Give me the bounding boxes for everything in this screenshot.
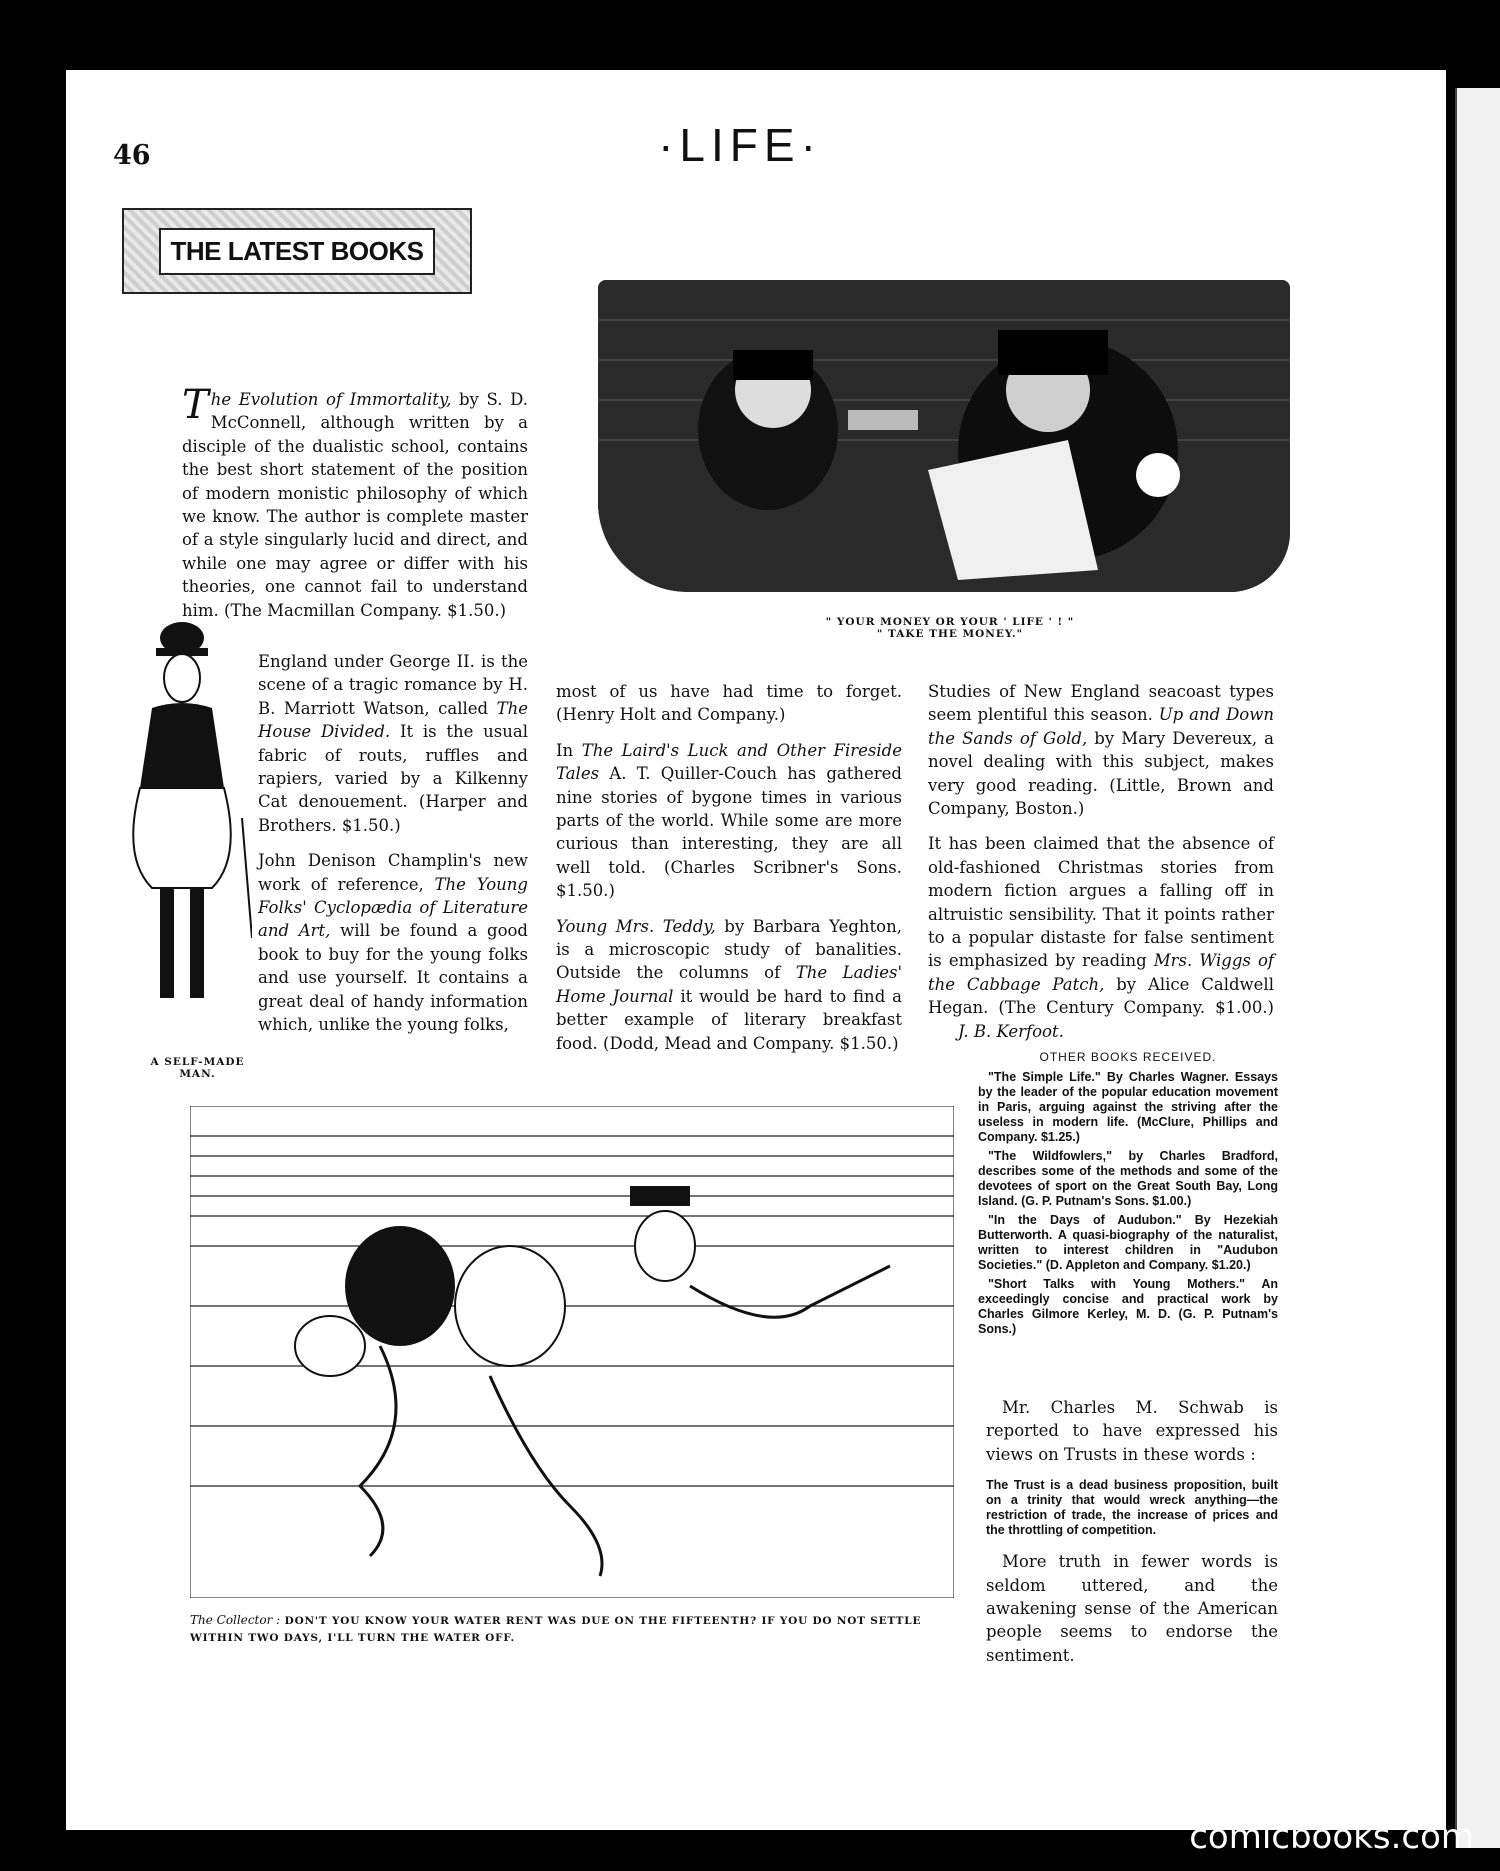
mermaid-caption xyxy=(190,1612,960,1647)
column-2 xyxy=(556,680,902,1067)
book-title: Up and Down the Sands of Gold, xyxy=(928,705,1274,748)
schwab-intro: Mr. Charles M. Schwab is reported to have expressed his views on Trusts in these words : xyxy=(986,1398,1278,1464)
page-number: 46 xyxy=(113,140,151,171)
figure-caption-line-1: A SELF-MADE xyxy=(150,1056,245,1068)
robbery-illustration xyxy=(598,280,1290,592)
other-books-received xyxy=(978,1050,1278,1337)
schwab-item xyxy=(986,1396,1278,1679)
review-house-divided xyxy=(258,650,528,1049)
other-book-item: "Short Talks with Young Mothers." An exceedingly concise and practical work by Charles Gilmore Kerley, M. D. (G. P. Putnam's Sons.) xyxy=(978,1277,1278,1336)
review-text: John Denison Champlin's new work of reference, xyxy=(258,851,528,894)
review-text: A. T. Quiller-Couch has gathered nine stories of bygone times in various parts of the world. While some are more curious than interesting, they are all well told. (Charles Scribner's Sons. $1.50.) xyxy=(556,764,902,901)
review-text: by Barbara Yeghton, is a microscopic study of banalities. Outside the columns of xyxy=(556,916,902,983)
book-title: The Laird's Luck and Other Fireside Tales xyxy=(556,740,903,784)
other-book-item: "The Wildfowlers," by Charles Bradford, describes some of the methods and some of the devotees of sport on the Great South Bay, Long Island. (G. P. Putnam's Sons. $1.00.) xyxy=(978,1149,1278,1208)
other-book-item: "The Simple Life." By Charles Wagner. Essays by the leader of the popular education movement in Paris, arguing against the striving after the useless in modern life. (McClure, Phillips and Company. $1.25.) xyxy=(978,1070,1278,1144)
figure-caption-line-2: MAN. xyxy=(179,1068,216,1080)
book-title: Mrs. Wiggs of the Cabbage Patch, xyxy=(928,951,1274,994)
caption-text: DON'T YOU KNOW YOUR WATER RENT WAS DUE ON THE FIFTEENTH? IF YOU DO NOT SETTLE WITHIN TWO DAYS, I'LL TURN THE WATER OFF. xyxy=(190,1615,922,1644)
review-text: It has been claimed that the absence of old-fashioned Christmas stories from modern fiction argues a falling off in altruistic sensibility. That it points rather to a popular distaste for false sentiment is emphasized by reading xyxy=(928,834,1274,971)
caption-speaker: The Collector : xyxy=(190,1613,281,1627)
caption-line-1: " YOUR MONEY OR YOUR ' LIFE ' ! " xyxy=(825,616,1075,628)
review-evolution-of-immortality xyxy=(182,382,528,634)
reviewer-signature: J. B. Kerfoot. xyxy=(958,1021,1064,1041)
review-text: It is the usual fabric of routs, ruffles and rapiers, varied by a Kilkenny Cat denouement. (Harper and Brothers. $1.50.) xyxy=(258,722,528,835)
banner-label: THE LATEST BOOKS xyxy=(159,228,436,275)
review-text: Studies of New England seacoast types seem plentiful this season. xyxy=(928,682,1274,725)
site-watermark: comicbooks.com xyxy=(1189,1817,1474,1857)
book-title: The Ladies' Home Journal xyxy=(556,963,903,1006)
review-text: England under George II. is the scene of a tragic romance by H. B. Marriott Watson, called xyxy=(258,652,528,718)
column-3 xyxy=(928,680,1274,1055)
schwab-closing: More truth in fewer words is seldom uttered, and the awakening sense of the American people seems to endorse the sentiment. xyxy=(986,1552,1278,1665)
review-text: by Mary Devereux, a novel dealing with this subject, makes very good reading. (Little, Brown and Company, Boston.) xyxy=(928,728,1274,819)
book-title: Young Mrs. Teddy, xyxy=(556,916,716,936)
robbery-drawing xyxy=(598,280,1290,592)
review-text: will be found a good book to buy for the young folks and use yourself. It contains a great deal of handy information which, unlike the young folks, xyxy=(258,921,528,1035)
book-title: he Evolution of Immortality, xyxy=(210,390,452,409)
mermaid-illustration xyxy=(190,1106,954,1598)
book-title: The Young Folks' Cyclopædia of Literature and Art, xyxy=(258,874,528,941)
figure-caption xyxy=(140,1056,255,1080)
caption-line-2: " TAKE THE MONEY." xyxy=(876,628,1024,640)
schwab-quote: The Trust is a dead business proposition, built on a trinity that would wreck anything—the restriction of trade, the increase of prices and the throttling of competition. xyxy=(986,1478,1278,1538)
review-text: by S. D. McConnell, although written by a disciple of the dualistic school, contains the best short statement of the position of modern monistic philosophy of which we know. The author is complete master of a style singularly lucid and direct, and while one may agree or differ with his theories, one cannot fail to understand him. (The Macmillan Company. $1.50.) xyxy=(182,390,528,620)
other-book-item: "In the Days of Audubon." By Hezekiah Butterworth. A quasi-biography of the naturalist, written to interest children in "Audubon Societies." (D. Appleton and Company. $1.20.) xyxy=(978,1213,1278,1272)
review-text: by Alice Caldwell Hegan. (The Century Company. $1.00.) xyxy=(928,974,1274,1018)
drop-cap: T xyxy=(182,382,209,428)
review-text: most of us have had time to forget. (Henry Holt and Company.) xyxy=(556,682,902,725)
self-made-man-figure xyxy=(112,618,252,1038)
adjacent-page-edge xyxy=(1455,88,1500,1848)
robbery-caption xyxy=(700,616,1200,640)
caricature-drawing xyxy=(112,618,252,1038)
review-text: it would be hard to find a better example of literary breakfast food. (Dodd, Mead and Company. $1.50.) xyxy=(556,986,902,1053)
magazine-title: ·LIFE· xyxy=(658,119,822,171)
latest-books-banner xyxy=(122,208,472,294)
book-title: The House Divided. xyxy=(258,698,528,742)
mermaid-drawing xyxy=(190,1106,954,1598)
other-books-heading: OTHER BOOKS RECEIVED. xyxy=(1039,1050,1217,1064)
review-text: In xyxy=(556,740,582,760)
